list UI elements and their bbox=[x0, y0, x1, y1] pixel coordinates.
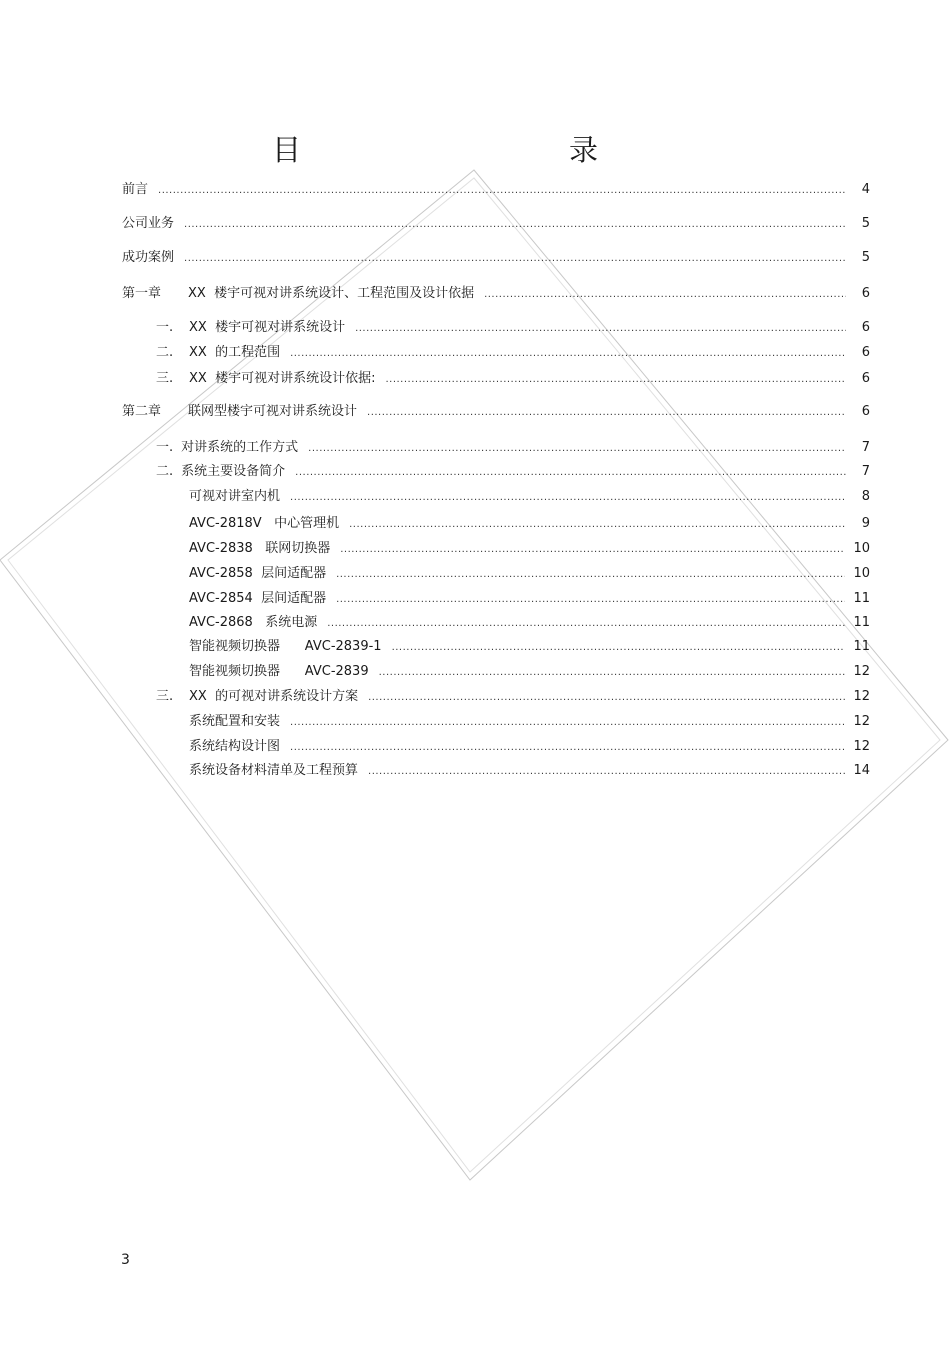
toc-entry[interactable] bbox=[122, 286, 870, 303]
toc-entry[interactable] bbox=[189, 639, 870, 656]
toc-entry[interactable] bbox=[189, 591, 870, 608]
toc-entry-number: 二. bbox=[156, 345, 174, 360]
toc-entry[interactable] bbox=[189, 566, 870, 583]
toc-entry-number: 二. bbox=[156, 464, 174, 479]
toc-entry-number: 一. bbox=[156, 440, 174, 455]
toc-entry-label: XX 楼宇可视对讲系统设计、工程范围及设计依据 bbox=[188, 286, 475, 301]
toc-dot-leader bbox=[367, 405, 846, 421]
toc-dot-leader bbox=[308, 441, 846, 457]
toc-entry-page: 5 bbox=[861, 216, 870, 231]
toc-dot-leader bbox=[290, 740, 845, 756]
toc-entry[interactable] bbox=[156, 320, 870, 337]
toc-dot-leader bbox=[290, 346, 846, 362]
toc-entry[interactable] bbox=[156, 440, 870, 457]
toc-entry-label: 公司业务 bbox=[122, 216, 175, 231]
toc-dot-leader bbox=[385, 372, 846, 388]
toc-entry-page: 10 bbox=[853, 566, 870, 581]
toc-entry-label: 成功案例 bbox=[122, 250, 175, 265]
toc-entry[interactable] bbox=[189, 739, 870, 756]
toc-entry-page: 9 bbox=[861, 516, 870, 531]
toc-entry-page: 8 bbox=[861, 489, 870, 504]
toc-entry-number: 三. bbox=[156, 689, 174, 704]
toc-dot-leader bbox=[336, 567, 845, 583]
toc-dot-leader bbox=[290, 490, 846, 506]
toc-dot-leader bbox=[340, 542, 845, 558]
toc-entry[interactable] bbox=[156, 464, 870, 481]
toc-entry-page: 11 bbox=[853, 639, 870, 654]
toc-entry-page: 7 bbox=[861, 440, 870, 455]
toc-entry-label: 系统结构设计图 bbox=[189, 739, 281, 754]
toc-dot-leader bbox=[184, 217, 846, 233]
toc-entry-label: AVC-2818V 中心管理机 bbox=[189, 516, 340, 531]
toc-entry-label: XX 楼宇可视对讲系统设计 bbox=[189, 320, 346, 335]
toc-entry-page: 14 bbox=[853, 763, 870, 778]
toc-entry[interactable] bbox=[189, 516, 870, 533]
toc-entry-page: 4 bbox=[861, 182, 870, 197]
toc-entry-page: 7 bbox=[861, 464, 870, 479]
toc-entry-label: AVC-2868 系统电源 bbox=[189, 615, 318, 630]
toc-entry-page: 12 bbox=[853, 714, 870, 729]
toc-entry-number: 第二章 bbox=[122, 404, 162, 419]
toc-entry[interactable] bbox=[189, 541, 870, 558]
toc-dot-leader bbox=[355, 321, 846, 337]
toc-entry-label: AVC-2838 联网切换器 bbox=[189, 541, 331, 556]
page-number: 3 bbox=[121, 1252, 130, 1268]
toc-entry-page: 11 bbox=[853, 615, 870, 630]
toc-entry-label: 系统配置和安装 bbox=[189, 714, 281, 729]
toc-entry-page: 11 bbox=[853, 591, 870, 606]
toc-entry-label: XX 的工程范围 bbox=[189, 345, 281, 360]
toc-entry[interactable] bbox=[122, 216, 870, 233]
toc-dot-leader bbox=[349, 517, 846, 533]
toc-entry-label: 智能视频切换器 AVC-2839 bbox=[189, 664, 369, 679]
toc-entry-label: XX 的可视对讲系统设计方案 bbox=[189, 689, 359, 704]
toc-dot-leader bbox=[327, 616, 845, 632]
toc-entry[interactable] bbox=[122, 250, 870, 267]
toc-entry-page: 6 bbox=[861, 404, 870, 419]
toc-dot-leader bbox=[368, 690, 845, 706]
page-title: 目 录 bbox=[271, 133, 668, 167]
toc-entry-number: 第一章 bbox=[122, 286, 162, 301]
toc-entry-page: 6 bbox=[861, 320, 870, 335]
toc-entry[interactable] bbox=[122, 404, 870, 421]
toc-entry-page: 6 bbox=[861, 286, 870, 301]
toc-entry-label: 系统主要设备简介 bbox=[181, 464, 286, 479]
toc-entry[interactable] bbox=[189, 714, 870, 731]
toc-entry[interactable] bbox=[156, 689, 870, 706]
toc-entry-page: 10 bbox=[853, 541, 870, 556]
toc-entry-label: 前言 bbox=[122, 182, 149, 197]
toc-entry-number: 一. bbox=[156, 320, 174, 335]
toc-dot-leader bbox=[290, 715, 845, 731]
toc-dot-leader bbox=[184, 251, 846, 267]
toc-entry-page: 6 bbox=[861, 371, 870, 386]
toc-dot-leader bbox=[368, 764, 845, 780]
toc-entry-label: 系统设备材料清单及工程预算 bbox=[189, 763, 359, 778]
toc-entry[interactable] bbox=[156, 371, 870, 388]
toc-entry[interactable] bbox=[156, 345, 870, 362]
toc-entry-label: AVC-2854 层间适配器 bbox=[189, 591, 327, 606]
toc-entry-label: 对讲系统的工作方式 bbox=[181, 440, 299, 455]
toc-dot-leader bbox=[392, 640, 846, 656]
toc-entry-label: AVC-2858 层间适配器 bbox=[189, 566, 327, 581]
toc-entry-number: 三. bbox=[156, 371, 174, 386]
toc-entry[interactable] bbox=[189, 664, 870, 681]
toc-entry-page: 12 bbox=[853, 689, 870, 704]
toc-entry-page: 5 bbox=[861, 250, 870, 265]
toc-entry-page: 12 bbox=[853, 739, 870, 754]
toc-entry[interactable] bbox=[189, 763, 870, 780]
toc-dot-leader bbox=[484, 287, 846, 303]
toc-entry-label: 联网型楼宇可视对讲系统设计 bbox=[188, 404, 358, 419]
toc-entry-label: 智能视频切换器 AVC-2839-1 bbox=[189, 639, 382, 654]
toc-entry-label: XX 楼宇可视对讲系统设计依据: bbox=[189, 371, 376, 386]
toc-entry-page: 6 bbox=[861, 345, 870, 360]
toc-entry[interactable] bbox=[189, 615, 870, 632]
toc-dot-leader bbox=[158, 183, 846, 199]
toc-entry-label: 可视对讲室内机 bbox=[189, 489, 281, 504]
toc-entry[interactable] bbox=[122, 182, 870, 199]
toc-entry-page: 12 bbox=[853, 664, 870, 679]
toc-dot-leader bbox=[336, 592, 845, 608]
toc-dot-leader bbox=[295, 465, 846, 481]
toc-dot-leader bbox=[379, 665, 846, 681]
toc-entry[interactable] bbox=[189, 489, 870, 506]
